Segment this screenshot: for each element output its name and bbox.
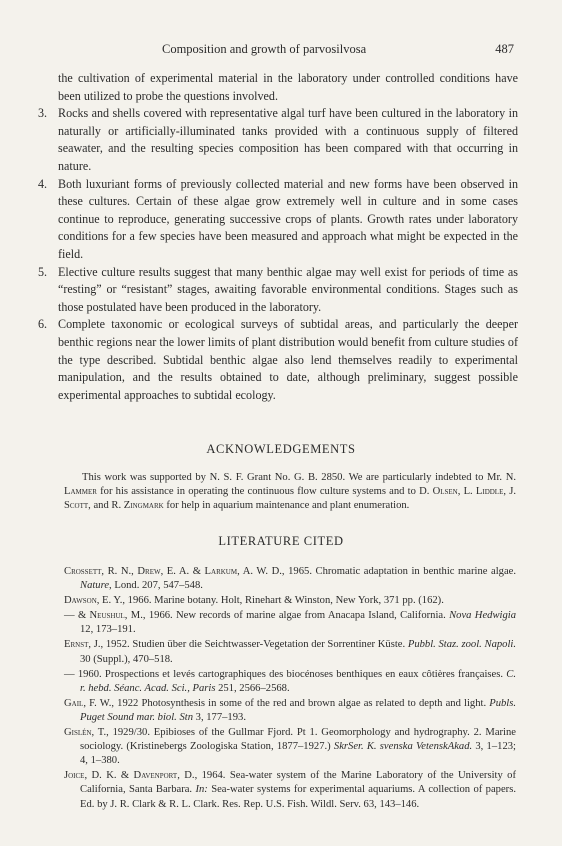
reference-list: [64, 565, 516, 813]
reference-text: , 1965. Chromatic adaptation in benthic marine algae.: [281, 566, 516, 577]
reference-journal: In:: [195, 784, 208, 796]
reference-text: , 1966. Marine botany. Holt, Rinehart & Winston, New York, 371 pp. (162).: [122, 595, 444, 607]
reference-entry: [64, 769, 516, 811]
running-head: [58, 42, 514, 60]
reference-journal: Nature: [80, 580, 110, 592]
reference-text: , 1929/30. Epibioses of the Gullmar Fjord. Pt 1. Geomorphology and hydrography. 2. Marine sociology. (Kristinebergs Zoologiska Station, 1877–1927.): [80, 727, 516, 753]
list-item-number: 4.: [38, 176, 48, 191]
ack-name: Scott: [64, 500, 89, 512]
reference-text: , 1964. Sea-water system of the Marine Laboratory of the University of California, Santa Barbara.: [80, 770, 516, 796]
page-number: 487: [495, 42, 514, 56]
reference-text: , Lond. 207, 547–548.: [109, 580, 203, 592]
reference-journal: Publs. Puget Sound mar. biol. Stn: [80, 697, 516, 723]
reference-text: 30 (Suppl.), 470–518.: [80, 653, 173, 665]
reference-entry: [64, 668, 516, 696]
list-item-number: 3.: [38, 106, 48, 121]
reference-author: Crossett, R. N., Drew, E. A. & Larkum, A. W. D.: [64, 566, 282, 577]
ack-text: This work was supported by N. S. F. Grant No. G. B. 2850. We are particularly indebted to Mr. N.: [82, 472, 516, 483]
list-item-text: Complete taxonomic or ecological surveys of subtidal areas, and particularly the deeper benthic regions near the lower limits of plant distribution would benefit from culture studies of the type described. Subtidal benthic algae also lend themselves readily to experimental manipulation, and the results obtained to date, although preliminary, suggest possible experimental approaches to subtidal ecology.: [58, 317, 518, 402]
ack-name: Lammer: [64, 486, 97, 498]
list-item-text: Elective culture results suggest that many benthic algae may well exist for periods of time as “resting” or “resistant” stages, awaiting favorable environmental conditions. Stages such as those postulated have been produced in the laboratory.: [58, 264, 518, 314]
reference-text: 3, 177–193.: [193, 711, 246, 723]
reference-author: Gail, F. W.: [64, 697, 112, 709]
ack-name: Olsen: [432, 486, 458, 498]
reference-entry: [64, 609, 516, 637]
list-item-number: 5.: [38, 264, 48, 279]
reference-author: Ernst, J.: [64, 639, 101, 651]
reference-text: 3, 1–123; 4, 1–380.: [80, 741, 516, 767]
reference-text: 251, 2566–2568.: [215, 682, 290, 694]
ack-text: for his assistance in operating the continuous flow culture systems and to D.: [96, 486, 433, 498]
reference-journal: SkrSer. K. svenska VetenskAkad.: [333, 741, 473, 753]
reference-entry: [64, 697, 516, 725]
reference-journal: Pubbl. Staz. zool. Napoli.: [407, 639, 516, 651]
reference-journal: C. r. hebd. Séanc. Acad. Sci., Paris: [80, 668, 516, 694]
ack-name: Zingmark: [123, 500, 164, 512]
reference-text: , 1952. Studien über die Seichtwasser-Vegetation der Sorrentiner Küste.: [100, 639, 408, 651]
list-item: [38, 316, 518, 404]
reference-entry: [64, 726, 516, 768]
reference-text: , 1966. New records of marine algae from Anacapa Island, California.: [142, 610, 450, 622]
reference-text: Sea-water systems for experimental aquariums. A collection of papers. Ed. by J. R. Clark & R. L. Clark. Res. Rep. U.S. Fish. Wildl. Serv. 63, 143–146.: [80, 784, 516, 810]
conclusions-list: [38, 70, 518, 404]
reference-journal: Nova Hedwigia: [449, 610, 516, 622]
literature-heading: LITERATURE CITED: [218, 534, 344, 548]
ack-text: , J.: [503, 486, 516, 498]
list-item: [38, 176, 518, 264]
reference-author: —: [64, 668, 75, 680]
list-item-text: Both luxuriant forms of previously collected material and new forms have been observed in these cultures. Certain of these algae grow extremely well in culture and in some cases continue to reproduce, generating successive crops of plants. Growth rates under laboratory conditions for a few species have been measured and approach what might be expected in the field.: [58, 176, 518, 261]
list-item: [38, 264, 518, 317]
ack-text: , L.: [457, 486, 476, 498]
reference-entry: [64, 594, 516, 608]
acknowledgements-heading: ACKNOWLEDGEMENTS: [206, 442, 356, 456]
acknowledgements-paragraph: [64, 471, 516, 514]
list-item: [38, 105, 518, 175]
reference-text: 12, 173–191.: [80, 624, 136, 636]
reference-author: — & Neushul, M.: [64, 610, 143, 622]
reference-author: Joice, D. K. & Davenport, D.: [64, 770, 195, 782]
running-head-title: Composition and growth of parvosilvosa: [162, 42, 367, 56]
reference-text: , 1922 Photosynthesis in some of the red and brown algae as related to depth and light.: [111, 697, 490, 709]
reference-entry: [64, 565, 516, 593]
list-item: [38, 70, 518, 105]
list-item-text: the cultivation of experimental material in the laboratory under controlled conditions have been utilized to probe the questions involved.: [58, 71, 518, 103]
ack-text: , and R.: [88, 500, 124, 512]
reference-author: Dawson, E. Y.: [64, 595, 123, 607]
list-item-number: 6.: [38, 317, 48, 332]
ack-text: for help in aquarium maintenance and plant enumeration.: [163, 500, 410, 512]
ack-name: Liddle: [475, 486, 504, 498]
reference-text: 1960. Prospections et levés cartographiques des biocénoses benthiques en eaux côtières françaises.: [74, 668, 507, 680]
list-item-text: Rocks and shells covered with representative algal turf have been cultured in the laboratory in naturally or artificially-illuminated tanks provided with a continuous supply of filtered seawater, and the resulting species composition has been compared with that occurring in nature.: [58, 106, 518, 173]
reference-author: Gislén, T.: [64, 727, 107, 739]
reference-entry: [64, 638, 516, 666]
